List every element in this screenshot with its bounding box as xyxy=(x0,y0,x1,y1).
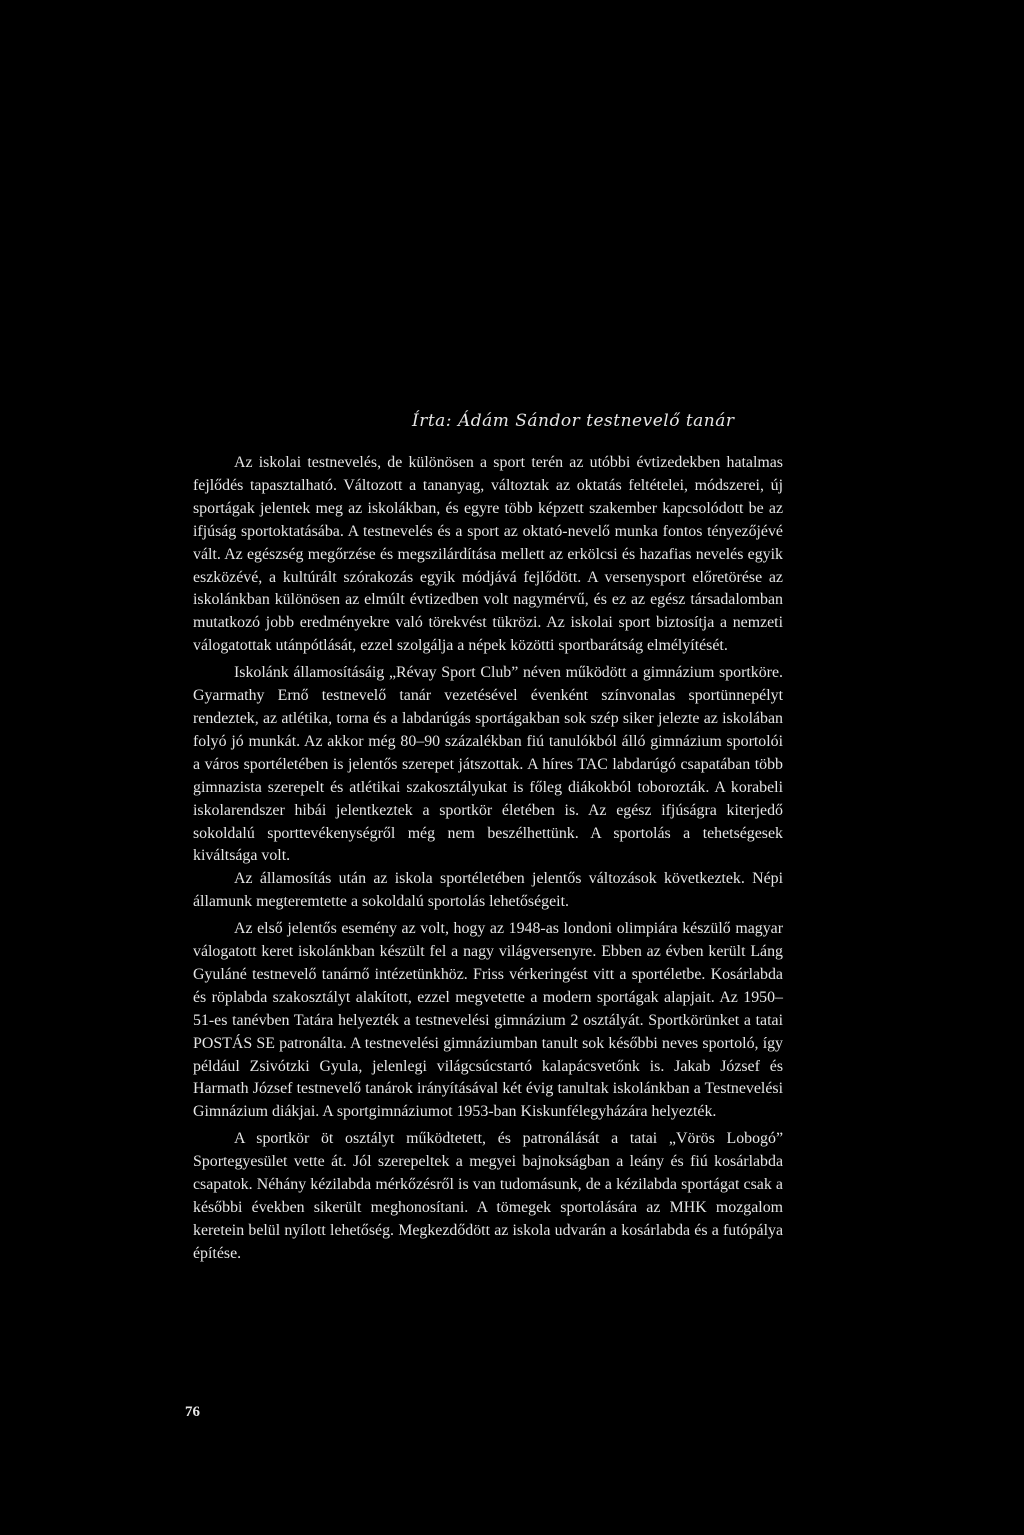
page-number: 76 xyxy=(185,1404,200,1420)
paragraph-4: Az első jelentős esemény az volt, hogy az 1948-as londoni olimpiára készülő magyar válogatott keret iskolánkban készült fel a nagy világversenyre. Ebben az évben került Láng Gyuláné testnevelő tanárnő intézetünkhöz. Friss vérkeringést vitt a sportéletbe. Kosárlabda és röplabda szakosztályt alakított, ezzel megvetette a modern sportágak alapjait. Az 1950–51-es tanévben Tatára helyezték a testnevelési gimnázium 2 osztályát. Sportkörünket a tatai POSTÁS SE patronálta. A testnevelési gimnáziumban tanult sok későbbi neves sportoló, így például Zsivótzki Gyula, jelenlegi világcsúcstartó kalapácsvetőnk is. Jakab József és Harmath József testnevelő tanárok irányításával két évig tanultak iskolánkban a Testnevelési Gimnázium diákjai. A sportgimnáziumot 1953-ban Kiskunfélegyházára helyezték. xyxy=(193,920,783,1121)
paragraph-3: Az államosítás után az iskola sportéletében jelentős változások következtek. Népi államunk megteremtette a sokoldalú sportolás lehetőségeit. xyxy=(193,870,783,911)
article-body xyxy=(193,452,783,1266)
author-byline: Írta: Ádám Sándor testnevelő tanár xyxy=(412,411,735,431)
paragraph-1: Az iskolai testnevelés, de különösen a sport terén az utóbbi évtizedekben hatalmas fejlődés tapasztalható. Változott a tananyag, változtak az oktatás feltételei, módszerei, új sportágak jelentek meg az iskolákban, és egyre több képzett szakember kapcsolódott be az ifjúság sportoktatásába. A testnevelés és a sport az oktató-nevelő munka fontos tényezőjévé vált. Az egészség megőrzése és megszilárdítása mellett az erkölcsi és hazafias nevelés egyik eszközévé, a kultúrált szórakozás egyik módjává fejlődött. A versenysport előretörése az iskolánkban különösen az elmúlt évtizedben volt nagymérvű, és ez az egész társadalomban mutatkozó jobb eredményekre való törekvést tükrözi. Az iskolai sport biztosítja a nemzeti válogatottak utánpótlását, ezzel szolgálja a népek közötti sportbarátság elmélyítését. xyxy=(193,454,783,655)
paragraph-2: Iskolánk államosításáig „Révay Sport Club” néven működött a gimnázium sportköre. Gyarmathy Ernő testnevelő tanár vezetésével évenként színvonalas sportünnepélyt rendeztek, az atlétika, torna és a labdarúgás sportágakban sok szép siker jelezte az iskolában folyó jó munkát. Az akkor még 80–90 százalékban fiú tanulókból álló gimnázium sportolói a város sportéletében is jelentős szerepet játszottak. A híres TAC labdarúgó csapatában több gimnazista szerepelt és atlétikai szakosztályukat is főleg diákokból toborozták. A korabeli iskolarendszer hibái jelentkeztek a sportkör életében is. Az egész ifjúságra kiterjedő sokoldalú sporttevékenységről még nem beszélhettünk. A sportolás a tehetségesek kiváltsága volt. xyxy=(193,664,783,865)
paragraph-5: A sportkör öt osztályt működtetett, és patronálását a tatai „Vörös Lobogó” Sportegyesület vette át. Jól szerepeltek a megyei bajnokságban a leány és fiú kosárlabda csapatok. Néhány kézilabda mérkőzésről is van tudomásunk, de a kézilabda sportágat csak a későbbi években sikerült meghonosítani. A tömegek sportolására az MHK mozgalom keretein belül nyílott lehetőség. Megkezdődött az iskola udvarán a kosárlabda és a futópálya építése. xyxy=(193,1130,783,1262)
